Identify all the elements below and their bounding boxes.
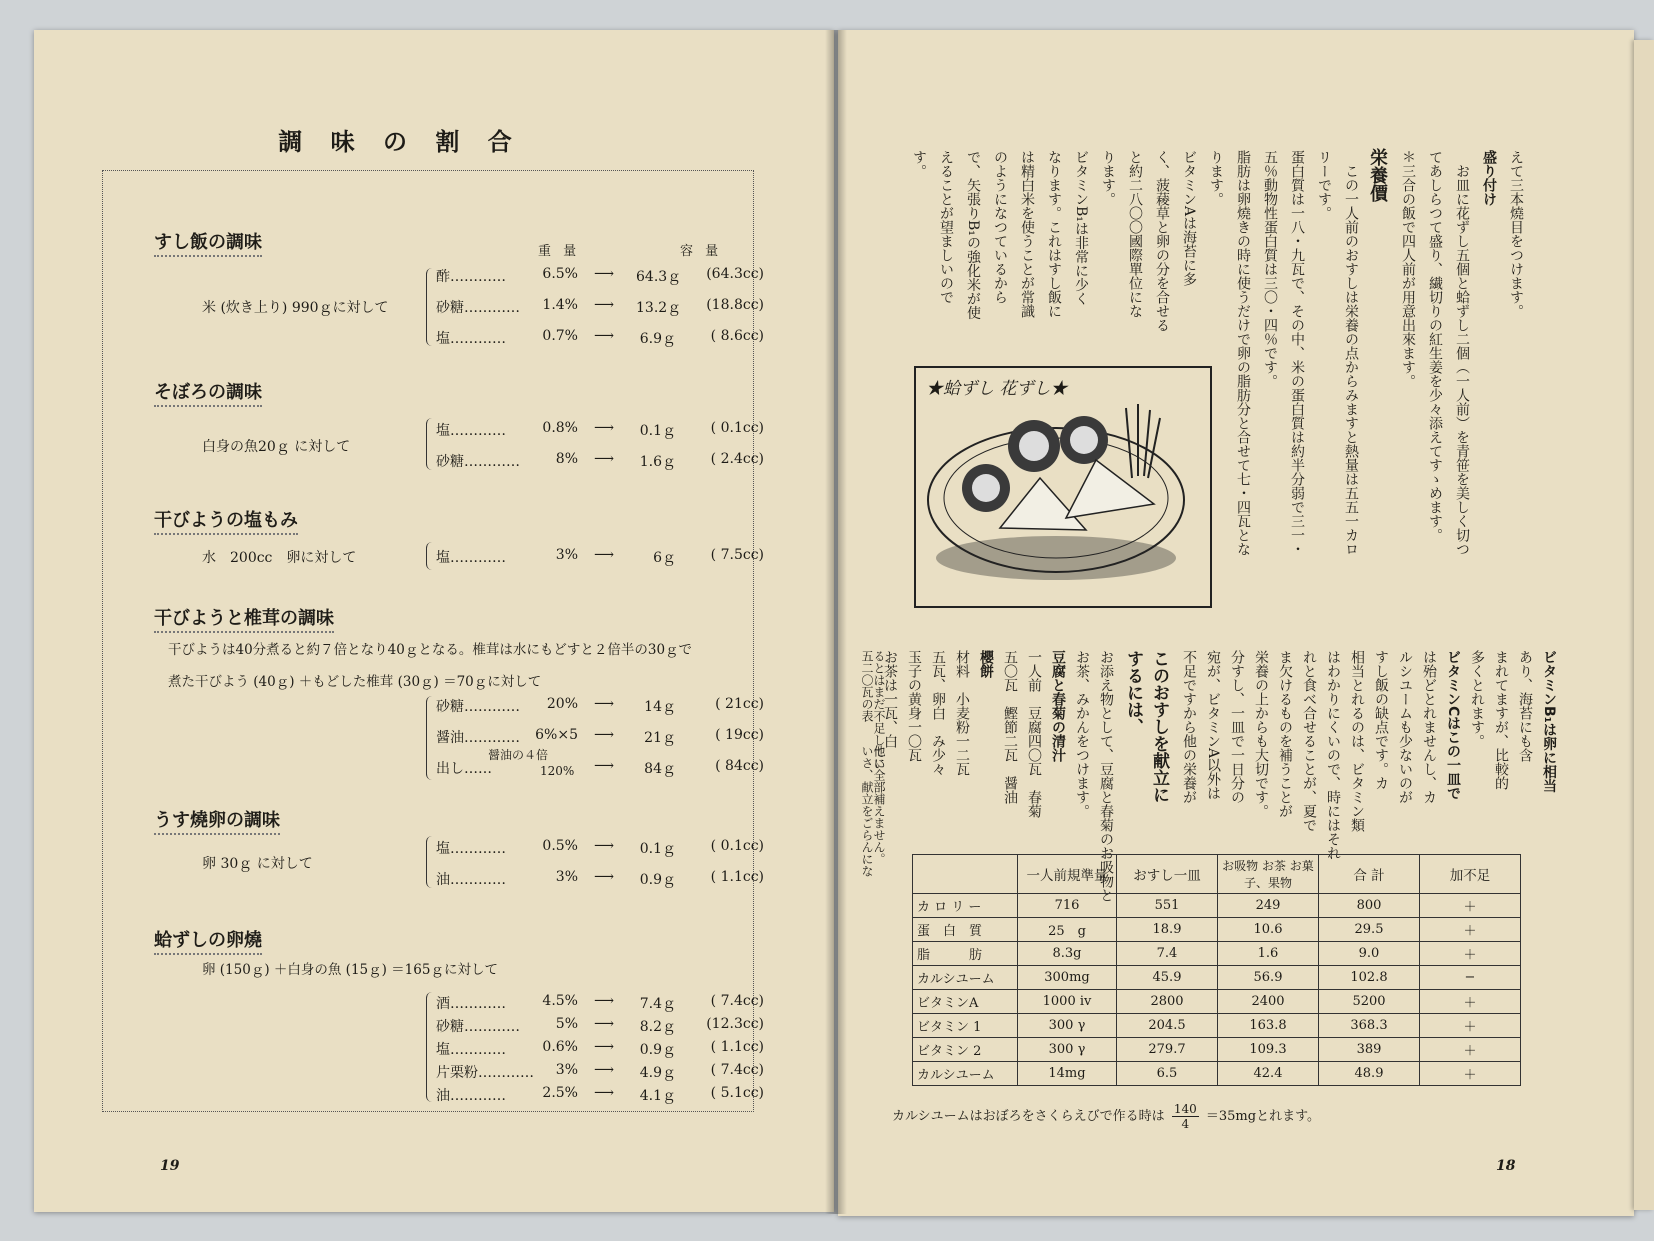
- text-column: えて三本燒目をつけます。: [1508, 150, 1524, 318]
- text-column: 多くとれます。: [1469, 650, 1485, 748]
- page-number: 19: [160, 1158, 180, 1174]
- brace: [426, 418, 433, 470]
- text-column: 櫻餅: [978, 650, 994, 678]
- text-column: 蛋白質は一八・九瓦で、その中、米の蛋白質は約半分弱で三一・: [1289, 150, 1305, 556]
- sushi-plate-icon: [916, 368, 1210, 606]
- text-column: すし飯の缺点です。カ: [1373, 650, 1389, 790]
- text-column: く、菠薐草と卵の分を合せる: [1154, 150, 1170, 332]
- section-condition: 水 200cc 卵に対して: [202, 550, 357, 566]
- text-column: お皿に花ずし五個と蛤ずし二個（一人前）を青笹を美しく切つ: [1454, 150, 1470, 556]
- table-row: カ ロ リ ー 716 551 249 800 ＋: [913, 894, 1521, 918]
- text-column: 五二〇瓦の表: [860, 650, 874, 722]
- text-column: お茶は一瓦、白: [882, 650, 898, 748]
- text-column: 栄養の上からも大切です。: [1253, 650, 1269, 818]
- subheading: するには、: [1123, 650, 1143, 735]
- section-note: 干びようは40分煮ると約７倍となり40ｇとなる。椎茸は水にもどすと２倍半の30ｇで: [168, 642, 693, 658]
- text-column: ります。: [1208, 150, 1224, 206]
- text-column: ＊三合の飯で四人前が用意出來ます。: [1400, 150, 1416, 388]
- text-column: ビタミンCはこの一皿で: [1445, 650, 1461, 801]
- text-column: は殆どとれませんし、カ: [1421, 650, 1437, 804]
- text-column: 材料 小麦粉一二瓦: [954, 650, 970, 776]
- text-column: お茶、みかんをつけます。: [1074, 650, 1090, 818]
- sushi-illustration: [914, 366, 1212, 608]
- text-column: てあしらつて盛り、繊切りの紅生姜を少々添えてすゝめます。: [1427, 150, 1443, 542]
- text-column: す。: [911, 150, 927, 178]
- subheading: 盛り付け: [1481, 150, 1497, 206]
- text-column: 不足ですから他の栄養が: [1181, 650, 1197, 804]
- text-column: 分すし、一皿で一日分の: [1229, 650, 1245, 804]
- nutrition-table: [912, 854, 1521, 1086]
- brace: [426, 696, 433, 780]
- brace: [426, 836, 433, 888]
- text-column: 五％動物性蛋白質は三〇・四％です。: [1262, 150, 1278, 388]
- fraction: $\frac{140}{4}$: [1173, 1102, 1197, 1131]
- text-column: 一人前 豆腐四〇瓦 春菊: [1026, 650, 1042, 818]
- text-column: 五瓦、卵白 み少々: [930, 650, 946, 776]
- section-condition: 白身の魚20ｇ に対して: [202, 439, 351, 455]
- text-column: 玉子の黄身一〇瓦: [906, 650, 922, 762]
- subheading: 栄養價: [1367, 148, 1388, 202]
- dashi-note-pct: 120%: [540, 764, 575, 778]
- table-row: カルシユーム 14mg 6.5 42.4 48.9 ＋: [913, 1062, 1521, 1086]
- text-column: 脂肪は卵燒きの時に使うだけで卵の脂肪分と合せて七・四瓦とな: [1235, 150, 1251, 556]
- text-column: ビタミンAは海苔に多: [1181, 150, 1197, 287]
- text-column: はわかりにくいので、時にはそれ: [1325, 650, 1341, 860]
- brace: [426, 268, 433, 346]
- text-column: 相当とれるのは、ビタミン類: [1349, 650, 1365, 832]
- section-note: 卵 (150ｇ) ＋白身の魚 (15ｇ) ＝165ｇに対して: [202, 962, 498, 978]
- text-column: ルシユームも少ないのが: [1397, 650, 1413, 804]
- text-column: ビタミンB₁は卵に相当: [1541, 650, 1557, 793]
- illustration-caption: ★蛤ずし 花ずし★: [926, 379, 1068, 399]
- text-column: 他に全部補えません。: [872, 745, 886, 865]
- text-column: えることが望ましいので: [938, 150, 954, 304]
- page-number: 18: [1496, 1158, 1516, 1174]
- text-column: と約二八〇〇國際單位にな: [1127, 150, 1143, 318]
- table-row: 蛋 白 質 25 g 18.9 10.6 29.5 ＋: [913, 918, 1521, 942]
- table-row: ビタミンA 1000 iv 2800 2400 5200 ＋: [913, 990, 1521, 1014]
- page-title: 調 味 の 割 合: [278, 128, 522, 156]
- dashi-note: 醤油の４倍: [488, 748, 549, 762]
- book-gutter: [825, 30, 847, 1214]
- text-column: リーです。: [1316, 150, 1332, 220]
- section-heading: そぼろの調味: [154, 378, 262, 407]
- next-page-edge: [1634, 40, 1654, 1210]
- text-column: れと食べ合せることが、夏で: [1301, 650, 1317, 832]
- section-heading: 干びようと椎茸の調味: [154, 604, 334, 633]
- table-row: ビタミン 1 300 γ 204.5 163.8 368.3 ＋: [913, 1014, 1521, 1038]
- text-column: いさ、献立をごらんにな: [860, 745, 874, 877]
- section-note: 煮た干びよう (40ｇ) ＋もどした椎茸 (30ｇ) ＝70ｇに対して: [168, 674, 542, 690]
- text-column: ま欠けるものを補うことが: [1277, 650, 1293, 818]
- text-column: 宛が、ビタミンA以外は: [1205, 650, 1221, 801]
- section-condition: 卵 30ｇ に対して: [202, 856, 313, 872]
- text-column: お添え物として、豆腐と春菊のお吸物と: [1098, 650, 1114, 902]
- table-row: 脂 肪 8.3g 7.4 1.6 9.0 ＋: [913, 942, 1521, 966]
- text-column: 五〇瓦 鰹節二瓦 醤油: [1002, 650, 1018, 804]
- text-column: 豆腐と春菊の清汁: [1050, 650, 1066, 762]
- header-volume: 容 量: [680, 244, 723, 259]
- text-column: ります。: [1100, 150, 1116, 206]
- section-heading: すし飯の調味: [154, 228, 262, 257]
- subheading: このおすしを献立に: [1149, 650, 1169, 803]
- header-weight: 重 量: [538, 244, 581, 259]
- section-heading: 干びようの塩もみ: [154, 506, 298, 535]
- text-column: なります。これはすし飯に: [1046, 150, 1062, 318]
- brace: [426, 992, 433, 1102]
- brace: [426, 542, 433, 570]
- section-heading: うす燒卵の調味: [154, 806, 280, 835]
- text-column: まれてますが、比較的: [1493, 650, 1509, 790]
- section-heading: 蛤ずしの卵燒: [154, 926, 262, 955]
- text-column: ビタミンB₁は非常に少く: [1073, 150, 1089, 306]
- table-row: ビタミン 2 300 γ 279.7 109.3 389 ＋: [913, 1038, 1521, 1062]
- text-column: この一人前のおすしは栄養の点からみますと熱量は五五一カロ: [1343, 150, 1359, 556]
- table-header-row: 一人前規準量 おすし一皿 お吸物 お茶 お菓子、果物 合 計 加不足: [913, 855, 1521, 894]
- text-column: は精白米を使うことが常識: [1019, 150, 1035, 318]
- table-row: カルシユーム 300mg 45.9 56.9 102.8 −: [913, 966, 1521, 990]
- text-column: あり、海苔にも含: [1517, 650, 1533, 762]
- section-condition: 米 (炊き上り) 990ｇに対して: [202, 300, 389, 316]
- text-column: のようになつているから: [992, 150, 1008, 304]
- footnote: [892, 1102, 1320, 1131]
- footnote-text-end: ＝35mgとれます。: [1205, 1109, 1321, 1124]
- text-column: で、矢張りB₁の強化米が使: [965, 150, 981, 320]
- footnote-text: カルシユームはおぼろをさくらえびで作る時は: [892, 1109, 1165, 1124]
- text-column: るとはまだ不足してい: [872, 650, 886, 770]
